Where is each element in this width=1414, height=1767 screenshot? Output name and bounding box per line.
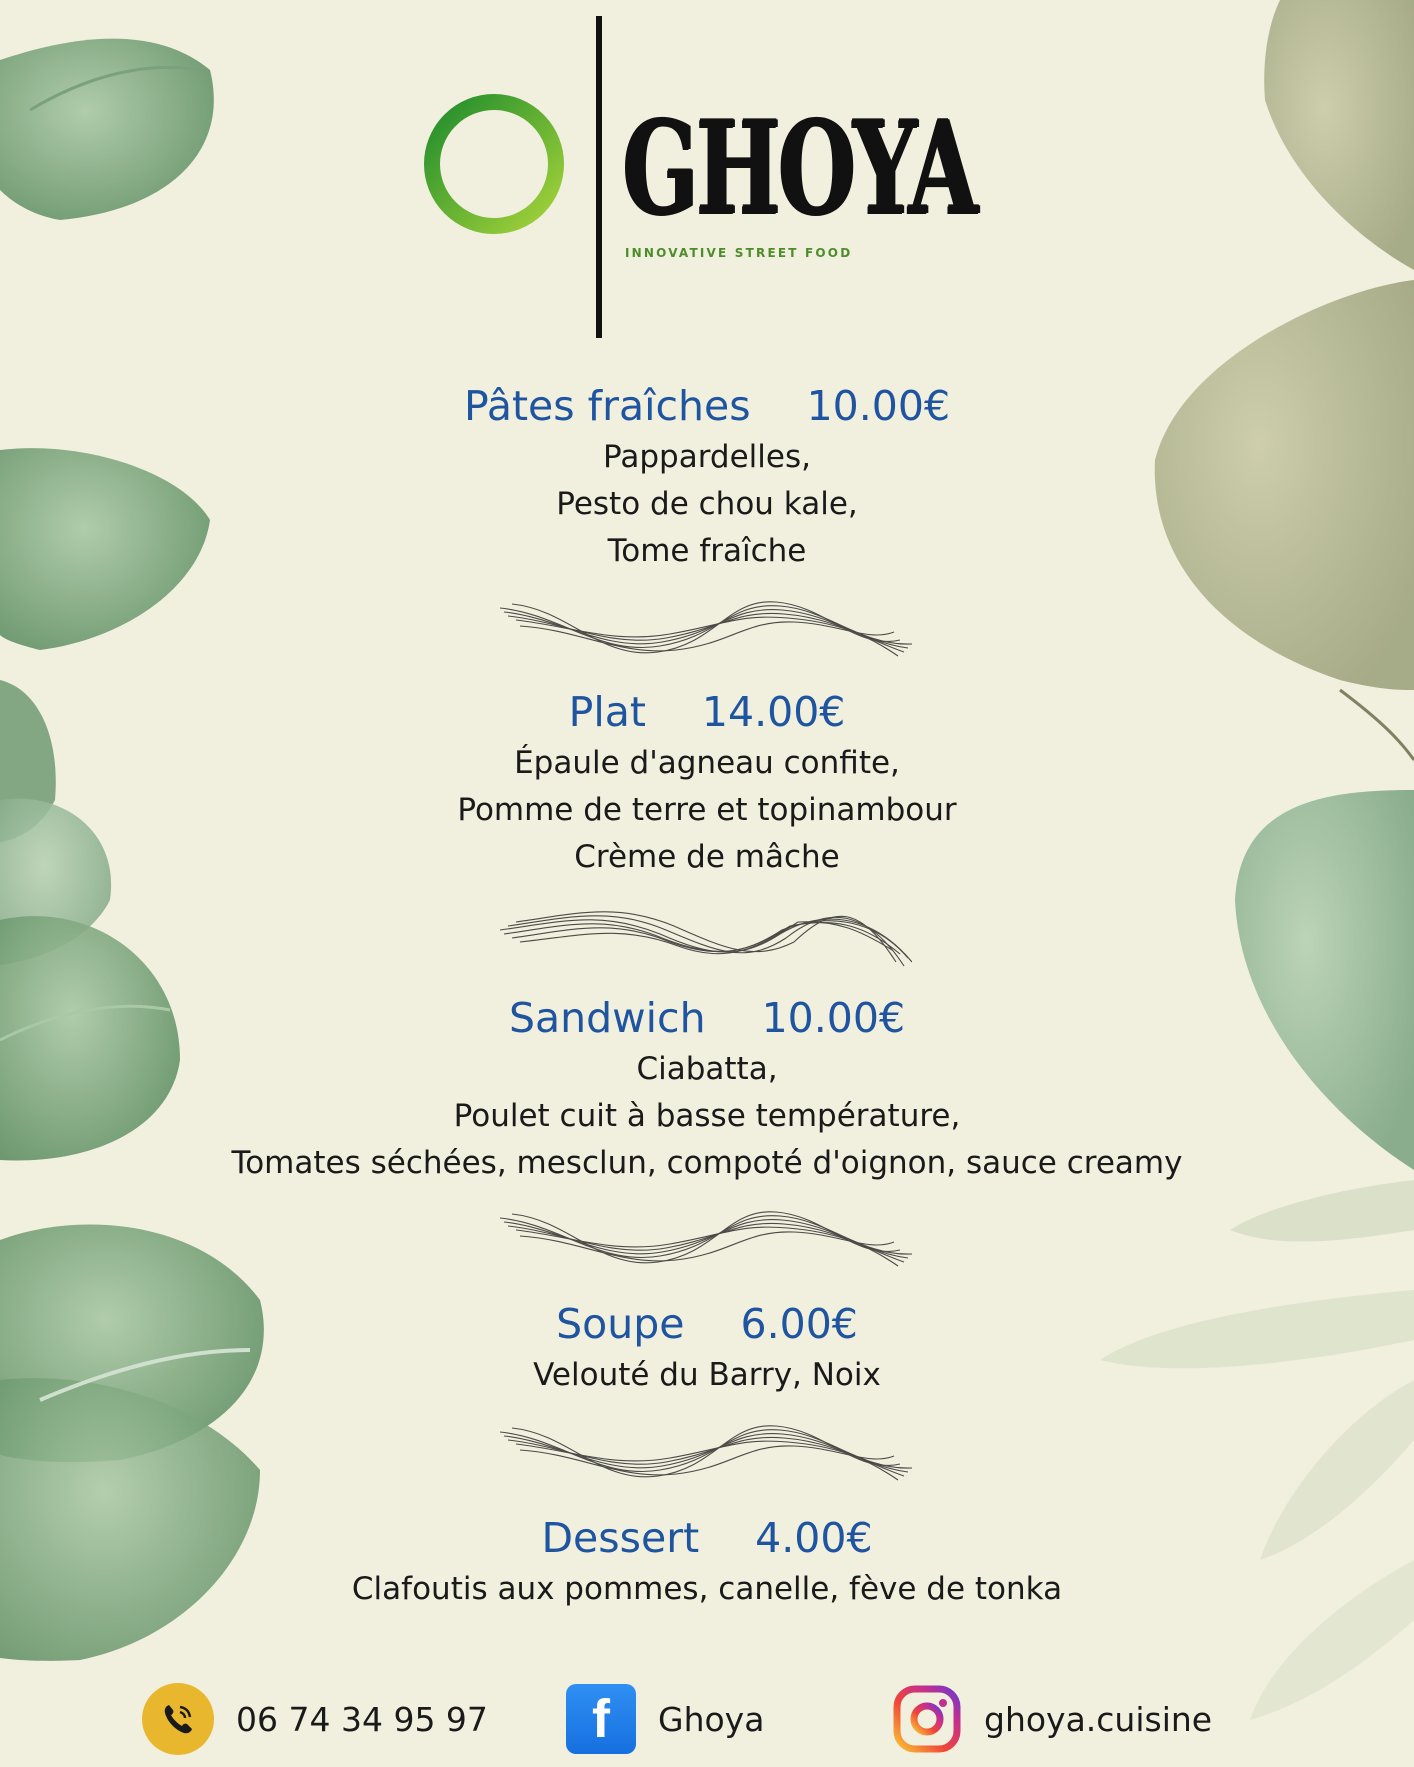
- instagram-handle[interactable]: ghoya.cuisine: [984, 1699, 1213, 1739]
- footer-instagram[interactable]: [892, 1684, 1212, 1754]
- dish-name: Plat: [568, 688, 646, 736]
- dish-description-line: Clafoutis aux pommes, canelle, fève de tonka: [351, 1571, 1063, 1607]
- dish-price: 4.00€: [755, 1514, 873, 1562]
- wave-divider: [500, 900, 912, 972]
- dish-description-line: Pesto de chou kale,: [556, 486, 858, 522]
- dish-price: 10.00€: [761, 994, 906, 1042]
- dish-description-line: Poulet cuit à basse température,: [453, 1098, 961, 1134]
- brand-name: GHOYA: [622, 93, 975, 243]
- dish-price: 10.00€: [806, 382, 951, 430]
- logo-divider: [596, 16, 602, 338]
- phone-number[interactable]: 06 74 34 95 97: [236, 1699, 488, 1739]
- menu-section-plat: [0, 686, 1414, 881]
- dish-description-line: Épaule d'agneau confite,: [514, 745, 900, 781]
- dish-description-line: Velouté du Barry, Noix: [533, 1357, 881, 1393]
- menu-section-pates: [0, 380, 1414, 575]
- dish-description-line: Pomme de terre et topinambour: [457, 792, 957, 828]
- menu-section-soupe: [0, 1298, 1414, 1399]
- phone-icon[interactable]: [142, 1683, 214, 1755]
- brand-tagline: INNOVATIVE STREET FOOD: [625, 246, 853, 260]
- menu-section-dessert: [0, 1512, 1414, 1613]
- dish-price: 6.00€: [740, 1300, 858, 1348]
- facebook-icon[interactable]: f: [566, 1684, 636, 1754]
- wave-divider: [500, 596, 912, 668]
- instagram-icon[interactable]: [892, 1684, 962, 1754]
- dish-description-line: Tomates séchées, mesclun, compoté d'oignon, sauce creamy: [231, 1145, 1183, 1181]
- dish-price: 14.00€: [701, 688, 846, 736]
- logo-ring-icon: [418, 88, 570, 240]
- dish-description-line: Pappardelles,: [603, 439, 811, 475]
- dish-name: Pâtes fraîches: [463, 382, 751, 430]
- wave-divider: [500, 1206, 912, 1278]
- dish-description-line: Ciabatta,: [636, 1051, 778, 1087]
- footer-phone[interactable]: [142, 1684, 488, 1754]
- wave-divider: [500, 1420, 912, 1492]
- menu-section-sandwich: [0, 992, 1414, 1187]
- facebook-handle[interactable]: Ghoya: [658, 1699, 765, 1739]
- dish-description-line: Crème de mâche: [574, 839, 840, 875]
- dish-name: Sandwich: [508, 994, 706, 1042]
- dish-name: Dessert: [541, 1514, 700, 1562]
- dish-description-line: Tome fraîche: [607, 533, 807, 569]
- footer-facebook[interactable]: [566, 1684, 764, 1754]
- dish-name: Soupe: [556, 1300, 685, 1348]
